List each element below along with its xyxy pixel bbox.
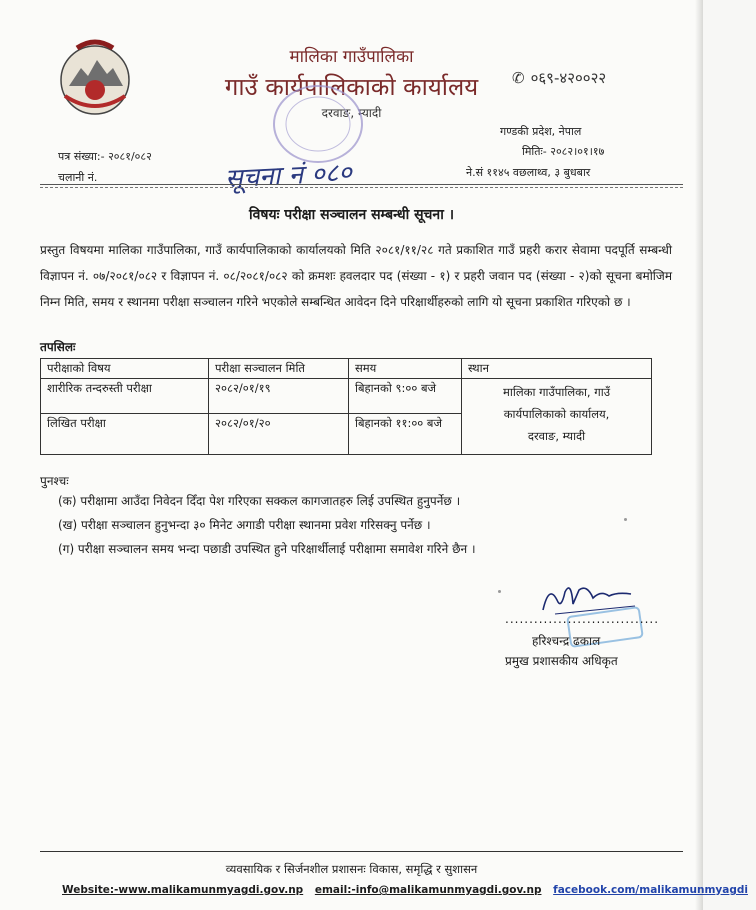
- municipality-name: मालिका गाउँपालिका: [289, 47, 414, 67]
- table-header-row: [41, 359, 652, 379]
- scan-edge: [695, 0, 703, 910]
- office-name: गाउँ कार्यपालिकाको कार्यालय: [224, 73, 479, 101]
- exam-venue-cell: [462, 379, 652, 455]
- footer-tagline: व्यवसायिक र सिर्जनशील प्रशासनः विकास, समृद्धि र सुशासन: [225, 862, 478, 876]
- notice-body: प्रस्तुत विषयमा मालिका गाउँपालिका, गाउँ कार्यपालिकाको कार्यालयको मिति २०८१/११/२८ गते प्रकाशित गाउँ प्रहरी करार सेवामा पदपूर्ति सम्बन्धी विज्ञापन नं. ०७/२०८१/०८२ र विज्ञापन नं. ०८/२०८१/०८२ को क्रमशः हवलदार पद (संख्या - १) र प्रहरी जवान पद (संख्या - २)को सूचना बमोजिम निम्न मिति, समय र स्थानमा परीक्षा सञ्चालन गरिने भएकोले सम्बन्धित आवेदन दिने परिक्षार्थीहरुको लागि यो सूचना प्रकाशित गरिएको छ ।: [40, 243, 672, 309]
- table-header: परीक्षाको विषय: [41, 359, 209, 379]
- subject-line: विषयः परीक्षा सञ्चालन सम्बन्धी सूचना ।: [248, 207, 455, 223]
- table-header: परीक्षा सञ्चालन मिति: [209, 359, 349, 379]
- exam-date-cell: २०८२/०१/२०: [209, 414, 349, 455]
- header-divider-dashed: [40, 187, 683, 188]
- phone-number: ✆ ०६९-४२००२२: [512, 69, 607, 87]
- venue-line: कार्यपालिकाको कार्यालय,: [503, 407, 610, 421]
- footer-links: [62, 884, 756, 896]
- details-label: तपसिलः: [40, 340, 76, 354]
- table-header: समय: [349, 359, 462, 379]
- exam-subject-cell: शारीरिक तन्दरुस्ती परीक्षा: [41, 379, 209, 414]
- signature-line: ................................: [505, 612, 660, 626]
- scan-speck: [498, 590, 501, 593]
- venue-line: दरवाङ, म्यादी: [527, 429, 586, 443]
- dispatch-number: चलानी नं.: [58, 171, 98, 184]
- exam-schedule-table: [40, 358, 652, 455]
- facebook-link[interactable]: facebook.com/malikamunmyagdi: [553, 884, 748, 896]
- exam-date-cell: २०८२/०१/१९: [209, 379, 349, 414]
- exam-subject-cell: लिखित परीक्षा: [41, 414, 209, 455]
- table-header: स्थान: [462, 359, 652, 379]
- note-item: (क) परीक्षामा आउँदा निवेदन दिँदा पेश गरिएका सक्कल कागजातहरु लिई उपस्थित हुनुपर्नेछ ।: [58, 494, 461, 508]
- exam-time-cell: बिहानको ११:०० बजे: [349, 414, 462, 455]
- note-item: (ग) परीक्षा सञ्चालन समय भन्दा पछाडी उपस्थित हुने परिक्षार्थीलाई परीक्षामा समावेश गरिने छैन ।: [58, 542, 476, 556]
- officer-name: हरिश्चन्द्र ढकाल: [532, 634, 601, 648]
- issue-date: मितिः- २०८२।०१।१७: [522, 145, 605, 158]
- website-link[interactable]: Website:-www.malikamunmyagdi.gov.np: [62, 884, 304, 896]
- office-address: दरवाङ, म्यादी: [321, 106, 382, 120]
- venue-line: मालिका गाउँपालिका, गाउँ: [502, 385, 610, 399]
- table-row: [41, 379, 652, 414]
- phone-icon: ✆: [512, 69, 525, 87]
- email-link[interactable]: email:-info@malikamunmyagdi.gov.np: [314, 884, 542, 896]
- handwritten-notice-number: सूचना नं ०८०: [224, 157, 353, 195]
- notes-label: पुनश्चः: [40, 474, 69, 488]
- footer-divider: [40, 851, 683, 852]
- officer-title: प्रमुख प्रशासकीय अधिकृत: [505, 654, 618, 668]
- nepal-samvat-date: ने.सं ११४५ वछलाथ्व, ३ बुधबार: [466, 166, 591, 179]
- header-divider: [40, 184, 683, 185]
- scan-speck: [624, 518, 627, 521]
- province-text: गण्डकी प्रदेश, नेपाल: [500, 125, 582, 138]
- note-item: (ख) परीक्षा सञ्चालन हुनुभन्दा ३० मिनेट अगाडी परीक्षा स्थानमा प्रवेश गरिसक्नु पर्नेछ ।: [58, 518, 431, 532]
- letter-number: पत्र संख्या:- २०८१/०८२: [58, 150, 152, 163]
- exam-time-cell: बिहानको ९:०० बजे: [349, 379, 462, 414]
